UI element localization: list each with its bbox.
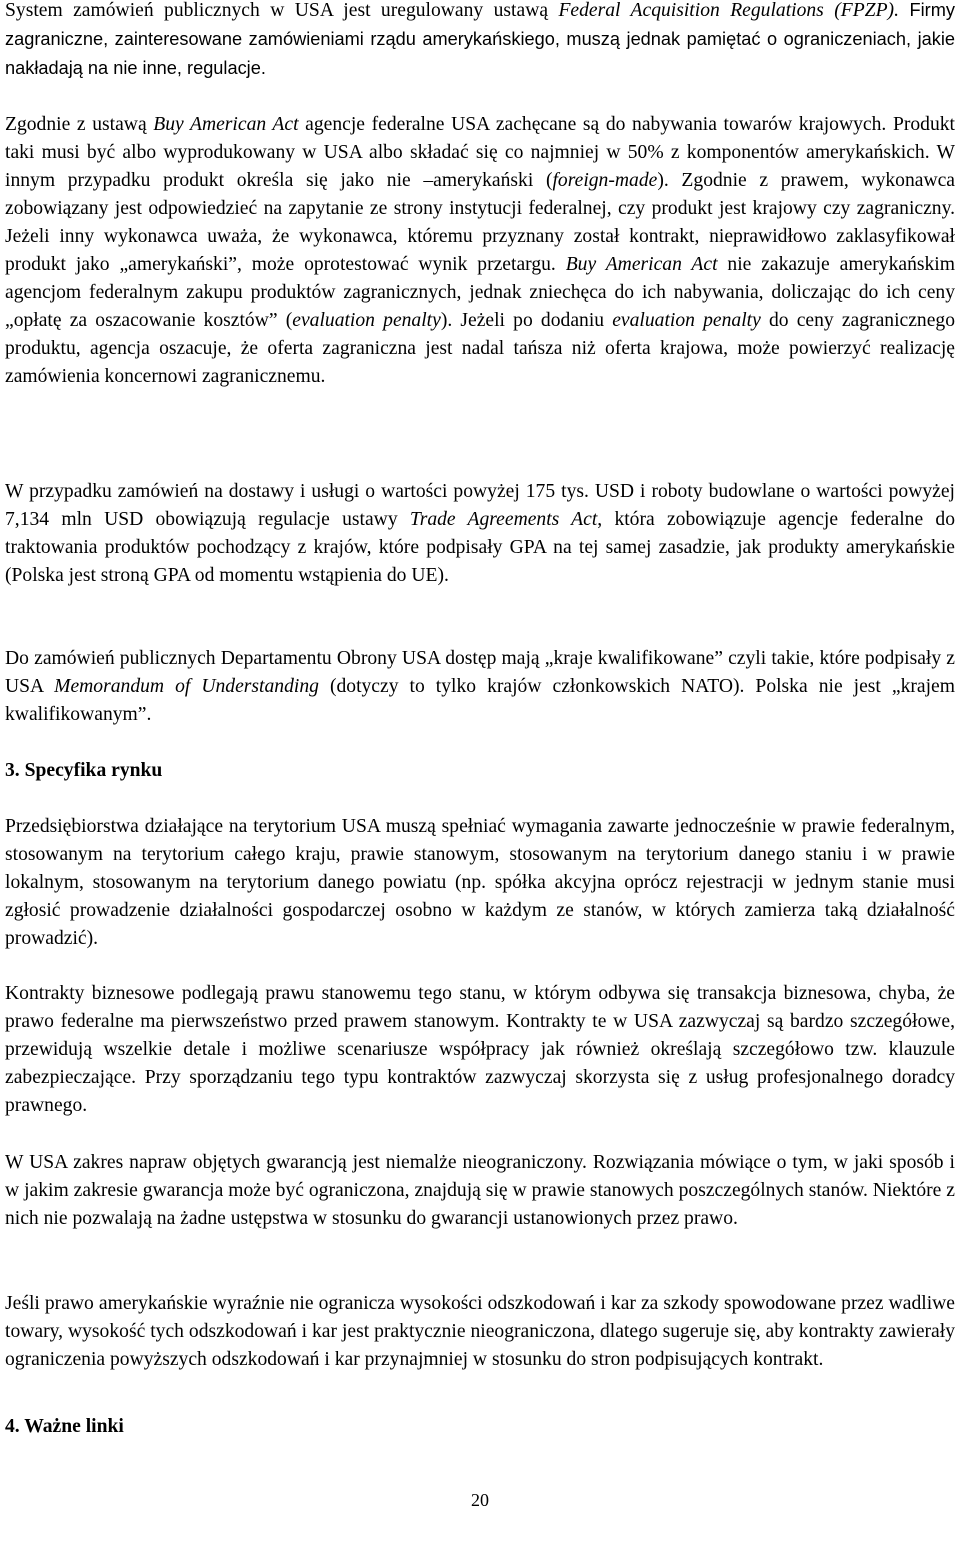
text-run: Do zamówień publicznych Departamentu Obrony USA dostęp mają „kraje kwalifikowane” czyli takie, które podpisały z USA bbox=[5, 648, 955, 697]
italic-term: evaluation penalty bbox=[292, 310, 441, 331]
text-run: nie zakazuje amerykańskim agencjom federalnym zakupu produktów zagranicznych, jednak zniechęca do ich nabywania, doliczając do ich ceny „opłatę za oszacowanie kosztów” ( bbox=[5, 254, 955, 331]
text-run: (dotyczy to tylko krajów członkowskich NATO). Polska nie jest „krajem kwalifikowanym”. bbox=[5, 676, 955, 725]
italic-act-name: Buy American Act bbox=[153, 114, 299, 135]
text-run: W przypadku zamówień na dostawy i usługi o wartości powyżej 175 tys. USD i roboty budowlane o wartości powyżej 7,134 mln USD obowiązują regulacje ustawy bbox=[5, 481, 955, 530]
page-number: 20 bbox=[471, 1490, 489, 1510]
paragraph-buy-american-act bbox=[5, 111, 955, 391]
text-run: agencje federalne USA zachęcane są do nabywania towarów krajowych. bbox=[298, 114, 893, 135]
italic-memorandum: Memorandum of Understanding bbox=[54, 676, 319, 697]
text-run: Zgodnie z ustawą bbox=[5, 114, 154, 135]
italic-term: foreign-made bbox=[552, 170, 658, 191]
text-run: , która zobowiązuje agencje federalne do traktowania produktów pochodzący z krajów, które podpisały GPA na tej samej zasadzie, jak produkty amerykańskie (Polska jest stroną GPA od momentu wstąpienia do UE). bbox=[5, 509, 956, 586]
italic-term: evaluation penalty bbox=[612, 310, 761, 331]
text-run: System zamówień publicznych w USA jest uregulowany ustawą bbox=[5, 0, 559, 21]
italic-act-name: Federal Acquisition Regulations (FPZP). bbox=[558, 0, 899, 21]
paragraph-fpzp bbox=[5, 0, 955, 83]
text-run: Firmy zagraniczne, zainteresowane zamówieniami rządu amerykańskiego, muszą jednak pamiętać o ograniczeniach, jakie nakładają na nie inne, regulacje. bbox=[5, 0, 955, 78]
text-run: Produkt taki musi być albo wyprodukowany w USA albo składać się co najmniej w 50% z komponentów amerykańskich. W innym przypadku produkt określa się jako nie –amerykański ( bbox=[5, 114, 955, 191]
italic-act-name: Buy American Act bbox=[565, 254, 718, 275]
text-run: Zgodnie z prawem, wykonawca zobowiązany jest odpowiedzieć na zapytanie ze strony instytucji federalnej, czy produkt jest krajowy czy zagraniczny. Jeżeli inny wykonawca uważa, że wykonawca, któremu przyznany został kontrakt, nieprawidłowo zaklasyfikował produkt jako „amerykański”, może oprotestować wynik przetargu. bbox=[5, 170, 955, 275]
paragraph-contracts: Kontrakty biznesowe podlegają prawu stanowemu tego stanu, w którym odbywa się transakcja biznesowa, chyba, że prawo federalne ma pierwszeństwo przed prawem stanowym. Kontrakty te w USA zazwyczaj są bardzo szczegółowe, przewidują wszelkie detale i możliwe scenariusze współpracy jak również określają szczegółowo tzw. klauzule zabezpieczające. Przy sporządzaniu tego typu kontraktów zazwyczaj skorzysta się z usług profesjonalnego doradcy prawnego. bbox=[5, 983, 955, 1116]
paragraph-department-of-defense bbox=[5, 645, 955, 729]
paragraph-federal-state-law: Przedsiębiorstwa działające na terytorium USA muszą spełniać wymagania zawarte jednocześnie w prawie federalnym, stosowanym na terytorium całego kraju, prawie stanowym, stosowanym na terytorium danego staniu i w prawie lokalnym, stosowanym na terytorium danego powiatu (np. spółka akcyjna oprócz rejestracji w jednym stanie musi zgłosić prowadzenie działalności gospodarczej osobno w każdym ze stanów, w których zamierza taką działalność prowadzić). bbox=[5, 816, 955, 949]
text-run: ). Jeżeli po dodaniu bbox=[440, 310, 613, 331]
section-heading-market-specifics: 3. Specyfika rynku bbox=[5, 760, 163, 781]
paragraph-warranty: W USA zakres napraw objętych gwarancją jest niemalże nieograniczony. Rozwiązania mówiące o tym, w jaki sposób i w jakim zakresie gwarancja może być ograniczona, znajdują się w prawie stanowych poszczególnych stanów. Niektóre z nich nie pozwalają na żadne ustępstwa w stosunku do gwarancji ustanowionych przez prawo. bbox=[5, 1152, 955, 1229]
paragraph-damages: Jeśli prawo amerykańskie wyraźnie nie ogranicza wysokości odszkodowań i kar za szkody spowodowane przez wadliwe towary, wysokość tych odszkodowań i kar jest praktycznie nieograniczona, dlatego sugeruje się, aby kontrakty zawierały ograniczenia powyższych odszkodowań i kar przynajmniej w stosunku do stron podpisujących kontrakt. bbox=[5, 1293, 955, 1370]
italic-act-name: Trade Agreements Act bbox=[409, 509, 598, 530]
text-run: do ceny zagranicznego produktu, agencja oszacuje, że oferta zagraniczna jest nadal tańsza niż oferta krajowa, może powierzyć realizację zamówienia koncernowi zagranicznemu. bbox=[5, 310, 955, 387]
section-heading-important-links: 4. Ważne linki bbox=[5, 1416, 124, 1437]
paragraph-trade-agreements-act bbox=[5, 478, 955, 590]
text-run: ). bbox=[657, 170, 669, 191]
